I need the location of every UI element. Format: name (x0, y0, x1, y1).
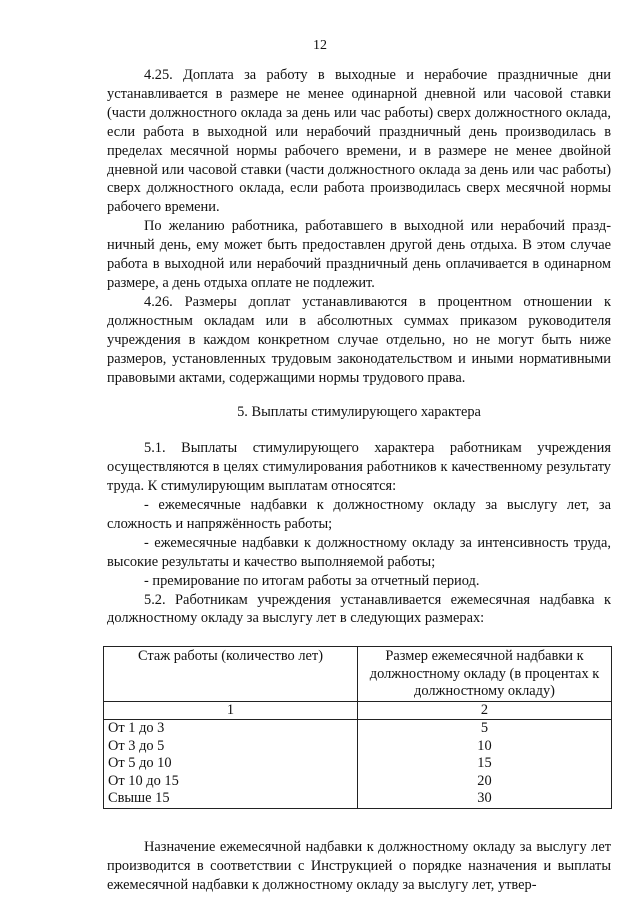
column-number: 1 (104, 701, 358, 720)
table-row (104, 720, 612, 738)
percent-cell: 30 (358, 790, 612, 808)
table-column-numbers-row (104, 701, 612, 720)
table-row (104, 755, 612, 773)
paragraph-day-off: По желанию работника, работавшего в выходной или нерабочий праздничный день, ему может быть предоставлен другой день отдыха. В этом случае работа в выходной или нерабочий праздничный день оплачивается в одинарном размере, а день отдыха оплате не подлежит. (107, 218, 611, 291)
header-bonus-size: Размер ежемесячной надбавки к должностному окладу (в процентах к должностному окладу) (358, 647, 612, 702)
list-item: - ежемесячные надбавки к должностному окладу за выслугу лет, за сложность и напряжённость работы; (107, 497, 611, 532)
table-row (104, 773, 612, 791)
stazh-cell: Свыше 15 (104, 790, 358, 808)
percent-cell: 5 (358, 720, 612, 738)
paragraph-5-1: 5.1. Выплаты стимулирующего характера работникам учреждения осуществляются в целях стимулирования работников к качественному результату труда. К стимулирующим выплатам относятся: (107, 440, 611, 495)
seniority-bonus-table (103, 646, 612, 809)
list-item: - ежемесячные надбавки к должностному окладу за интенсивность труда, высокие результаты и качество выполняемой работы; (107, 534, 611, 570)
percent-cell: 20 (358, 773, 612, 791)
table-header-row (104, 647, 612, 702)
stazh-cell: От 10 до 15 (104, 773, 358, 791)
percent-cell: 10 (358, 738, 612, 756)
percent-cell: 15 (358, 755, 612, 773)
stazh-cell: От 3 до 5 (104, 738, 358, 756)
column-number: 2 (358, 701, 612, 720)
paragraph-4-25: 4.25. Доплата за работу в выходные и нерабочие праздничные дни устанавливается в размере не менее одинарной дневной или часовой ставки (части должностного оклада за день или час работы) сверх должностного оклада, если работа в выходной или нерабочий праздничный день производилась в пределах месячной нормы рабочего времени, и в размере не менее двойной дневной или часовой ставки (части должностного оклада за день или час работы) сверх должностного оклада, если работа производилась сверх месячной нормы рабочего времени. (107, 67, 611, 216)
paragraph-5-2: 5.2. Работникам учреждения устанавливается ежемесячная надбавка к должностному окладу за выслугу лет в следующих размерах: (107, 591, 611, 627)
stazh-cell: От 5 до 10 (104, 755, 358, 773)
table-row (104, 738, 612, 756)
table-row (104, 790, 612, 808)
page-number: 12 (313, 38, 327, 53)
header-stazh: Стаж работы (количество лет) (104, 647, 358, 702)
stazh-cell: От 1 до 3 (104, 720, 358, 738)
page-content (107, 66, 611, 895)
list-item: - премирование по итогам работы за отчетный период. (144, 572, 480, 589)
paragraph-after-table: Назначение ежемесячной надбавки к должностному окладу за выслугу лет производится в соответствии с Инструкцией о порядке назначения и выплаты ежемесячной надбавки к должностному окладу за выслугу лет, утвер- (107, 838, 611, 893)
section-heading: 5. Выплаты стимулирующего характера (237, 404, 481, 421)
paragraph-4-26: 4.26. Размеры доплат устанавливаются в процентном отношении к должностным окладам или в абсолютных суммах приказом руководителя учреждения в каждом конкретном случае отдельно, но не могут быть ниже размеров, установленных трудовым законодательством и иными нормативными правовыми актами, содержащими нормы трудового права. (107, 293, 611, 386)
